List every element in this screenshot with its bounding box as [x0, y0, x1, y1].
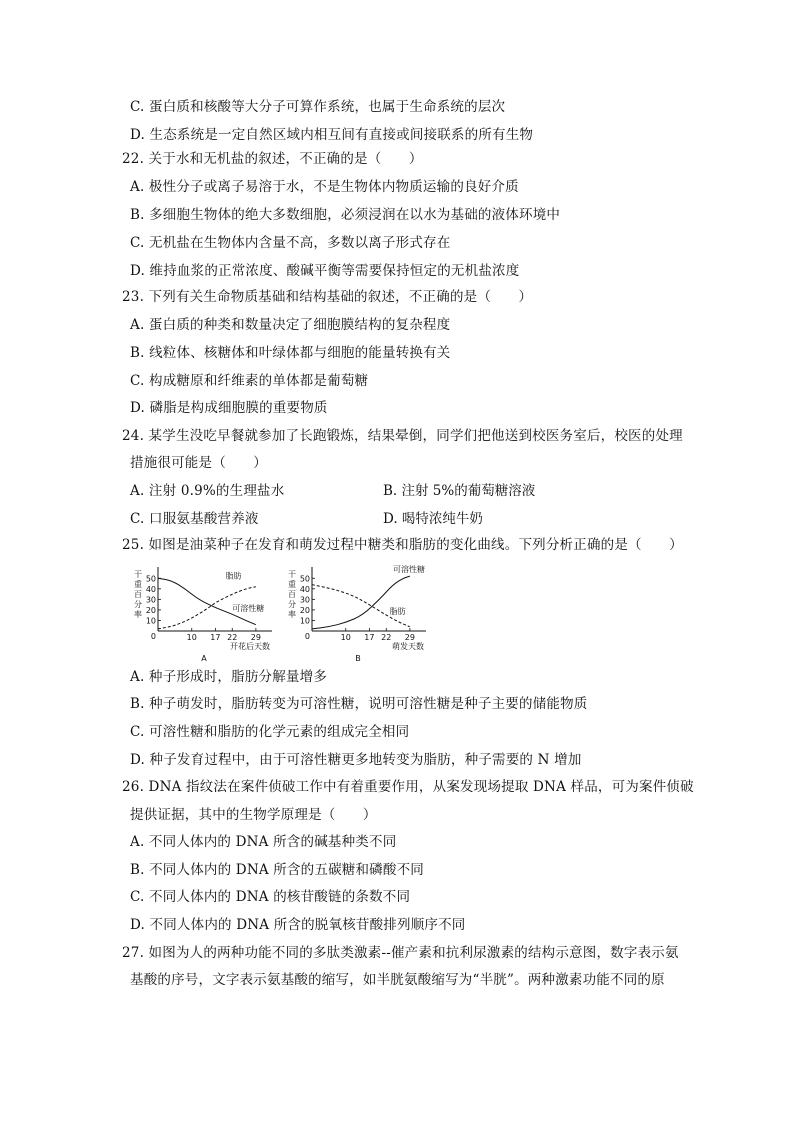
question-24: 24. 某学生没吃早餐就参加了长跑锻炼，结果晕倒，同学们把他送到校医务室后，校医的处理: [122, 428, 683, 444]
question-25: 25. 如图是油菜种子在发育和萌发过程中糖类和脂肪的变化曲线。下列分析正确的是（ ）: [122, 537, 683, 553]
y-axis-label-char: 重: [134, 580, 142, 589]
y-axis-label-char: 率: [288, 610, 296, 619]
q25-option-c: C. 可溶性糖和脂肪的化学元素的组成完全相同: [130, 724, 410, 740]
chart-panel-a: [134, 567, 272, 663]
q22-option-b: B. 多细胞生物体的绝大多数细胞，必须浸润在以水为基础的液体环境中: [130, 207, 561, 223]
q23-option-c: C. 构成糖原和纤维素的单体都是葡萄糖: [130, 373, 369, 389]
y-axis-label-char: 分: [288, 600, 296, 609]
y-axis-label-char: 重: [288, 580, 296, 589]
q21-option-d: D. 生态系统是一定自然区域内相互间有直接或间接联系的所有生物: [130, 127, 534, 143]
question-22: 22. 关于水和无机盐的叙述，不正确的是（ ）: [122, 151, 423, 167]
series-label: 可溶性糖: [232, 604, 265, 614]
series-line-soluble-sugar: [158, 578, 256, 624]
y-tick-label: 10: [145, 616, 156, 626]
q24-option-a: A. 注射 0.9%的生理盐水: [130, 483, 285, 499]
q26-option-a: A. 不同人体内的 DNA 所含的碱基种类不同: [130, 834, 397, 850]
question-23: 23. 下列有关生命物质基础和结构基础的叙述，不正确的是（ ）: [122, 289, 533, 305]
x-tick-label: 22: [227, 633, 238, 642]
y-tick-label: 30: [299, 595, 310, 605]
q26-option-c: C. 不同人体内的 DNA 的核苷酸链的条数不同: [130, 889, 411, 905]
q25-option-b: B. 种子萌发时，脂肪转变为可溶性糖，说明可溶性糖是种子主要的储能物质: [130, 696, 588, 712]
q25-option-d: D. 种子发育过程中，由于可溶性糖更多地转变为脂肪，种子需要的 N 增加: [130, 752, 582, 768]
y-axis-label-char: 百: [134, 590, 142, 599]
x-axis-label: 萌发天数: [392, 642, 424, 651]
y-tick-label: 50: [299, 574, 310, 584]
question-26-cont: 提供证据，其中的生物学原理是（ ）: [130, 807, 377, 823]
y-axis-label-char: 干: [134, 570, 142, 579]
question-24-cont: 措施很可能是（ ）: [130, 455, 267, 471]
y-axis-label-char: 分: [134, 600, 142, 609]
origin-label: 0: [304, 632, 310, 641]
x-tick-label: 10: [186, 633, 197, 642]
origin-label: 0: [150, 632, 156, 641]
y-tick-label: 40: [145, 584, 156, 594]
q23-option-b: B. 线粒体、核糖体和叶绿体都与细胞的能量转换有关: [130, 345, 451, 361]
y-tick-label: 50: [145, 574, 156, 584]
q26-option-d: D. 不同人体内的 DNA 所含的脱氧核苷酸排列顺序不同: [130, 917, 466, 933]
question-26: 26. DNA 指纹法在案件侦破工作中有着重要作用，从案发现场提取 DNA 样品，可为案件侦破: [122, 779, 694, 795]
chart-panel-b: [288, 564, 426, 663]
x-tick-label: 17: [364, 633, 375, 642]
q25-option-a: A. 种子形成时，脂肪分解量增多: [130, 669, 328, 685]
y-axis-label-char: 率: [134, 610, 142, 619]
q24-option-c: C. 口服氨基酸营养液: [130, 511, 259, 527]
series-label: 脂肪: [389, 607, 406, 617]
question-27: 27. 如图为人的两种功能不同的多肽类激素--催产素和抗利尿激素的结构示意图，数字表示氨: [122, 945, 679, 961]
x-tick-label: 29: [404, 633, 415, 642]
y-tick-label: 10: [299, 616, 310, 626]
q25-figure: [130, 563, 450, 663]
x-tick-label: 22: [381, 633, 392, 642]
series-label: 脂肪: [225, 571, 242, 581]
x-axis-label: 开花后天数: [230, 642, 270, 651]
seed-charts: [130, 563, 450, 663]
q23-option-a: A. 蛋白质的种类和数量决定了细胞膜结构的复杂程度: [130, 317, 451, 333]
series-line-fat: [312, 585, 410, 627]
y-tick-label: 40: [299, 584, 310, 594]
y-tick-label: 20: [145, 605, 156, 615]
q24-option-b: B. 注射 5%的葡萄糖溶液: [383, 483, 536, 499]
x-tick-label: 29: [250, 633, 261, 642]
y-tick-label: 30: [145, 595, 156, 605]
q23-option-d: D. 磷脂是构成细胞膜的重要物质: [130, 400, 328, 416]
panel-label: A: [201, 654, 207, 663]
q22-option-c: C. 无机盐在生物体内含量不高，多数以离子形式存在: [130, 235, 451, 251]
q24-option-d: D. 喝特浓纯牛奶: [383, 511, 483, 527]
q22-option-d: D. 维持血浆的正常浓度、酸碱平衡等需要保持恒定的无机盐浓度: [130, 263, 520, 279]
y-axis-label-char: 干: [288, 570, 296, 579]
question-27-cont: 基酸的序号，文字表示氨基酸的缩写，如半胱氨酸缩写为“半胱”。两种激素功能不同的原: [130, 972, 665, 988]
x-tick-label: 17: [210, 633, 221, 642]
q26-option-b: B. 不同人体内的 DNA 所含的五碳糖和磷酸不同: [130, 862, 424, 878]
q22-option-a: A. 极性分子或离子易溶于水，不是生物体内物质运输的良好介质: [130, 179, 519, 195]
series-label: 可溶性糖: [393, 564, 425, 574]
q21-option-c: C. 蛋白质和核酸等大分子可算作系统，也属于生命系统的层次: [130, 99, 506, 115]
y-tick-label: 20: [299, 605, 310, 615]
x-tick-label: 10: [340, 633, 351, 642]
panel-label: B: [355, 654, 361, 663]
series-line-soluble-sugar: [312, 576, 410, 629]
y-axis-label-char: 百: [288, 590, 296, 599]
